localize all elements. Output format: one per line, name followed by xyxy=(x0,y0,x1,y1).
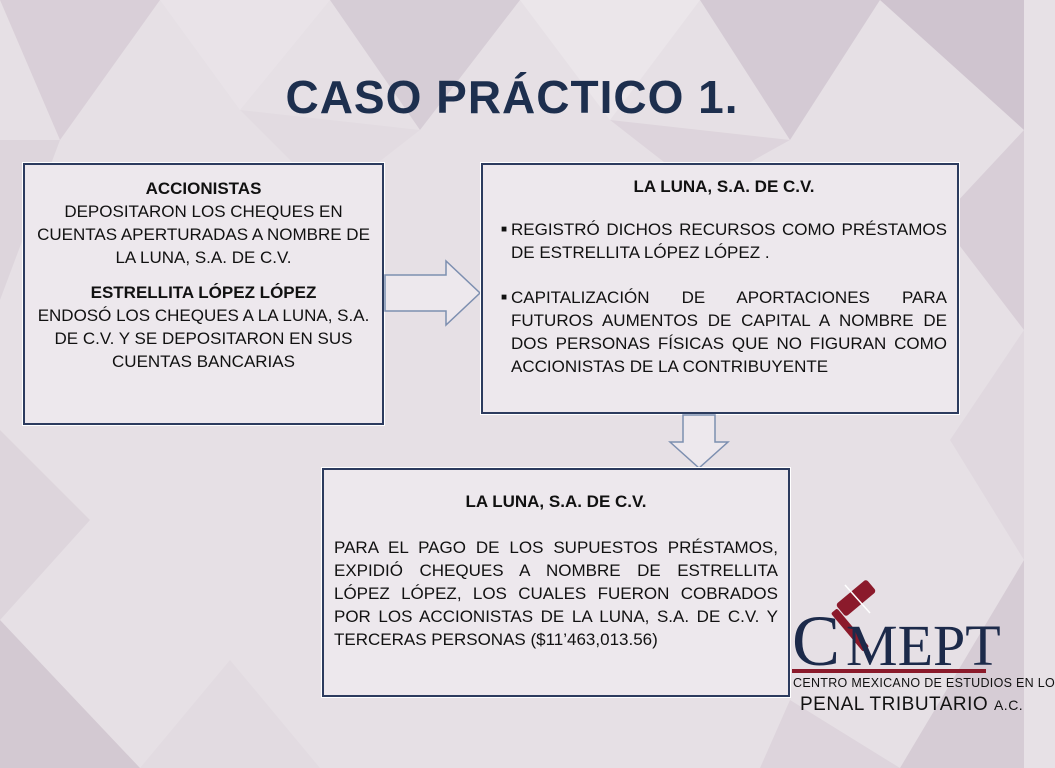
logo-letter-c: C xyxy=(792,601,841,681)
outline-arrow-down-icon xyxy=(668,414,730,470)
square-bullet-icon: ■ xyxy=(501,292,508,303)
bullet-text: CAPITALIZACIÓN DE APORTACIONES PARA FUTUROS AUMENTOS DE CAPITAL A NOMBRE DE DOS PERSONAS FÍSICAS QUE NO FIGURAN COMO ACCIONISTAS DE LA CONTRIBUYENTE xyxy=(511,288,947,376)
bullet-text: REGISTRÓ DICHOS RECURSOS COMO PRÉSTAMOS DE ESTRELLITA LÓPEZ LÓPEZ . xyxy=(511,220,947,262)
logo-subtitle-suffix: A.C. xyxy=(993,697,1024,713)
la-luna-box xyxy=(481,163,959,414)
outline-arrow-right-icon xyxy=(384,259,484,327)
estrellita-text: ENDOSÓ LOS CHEQUES A LA LUNA, S.A. DE C.V. Y SE DEPOSITARON EN SUS CUENTAS BANCARIAS xyxy=(37,306,370,371)
shareholders-box xyxy=(23,163,384,425)
logo-subtitle-line2 xyxy=(800,694,1023,716)
shareholders-text: DEPOSITARON LOS CHEQUES EN CUENTAS APERTURADAS A NOMBRE DE LA LUNA, S.A. DE C.V. xyxy=(37,202,370,267)
payment-heading: LA LUNA, S.A. DE C.V. xyxy=(465,492,647,511)
la-luna-heading: LA LUNA, S.A. DE C.V. xyxy=(633,177,815,196)
payment-box xyxy=(322,468,790,697)
shareholders-heading: ACCIONISTAS xyxy=(145,179,262,198)
slide-title: CASO PRÁCTICO 1. xyxy=(285,71,739,123)
payment-text: PARA EL PAGO DE LOS SUPUESTOS PRÉSTAMOS, EXPIDIÓ CHEQUES A NOMBRE DE ESTRELLITA LÓPEZ LÓPEZ, LOS CUALES FUERON COBRADOS POR LOS ACCIONISTAS DE LA LUNA, S.A. DE C.V. Y TERCERAS PERSONAS ($11’463,013.56) xyxy=(334,538,778,649)
list-item xyxy=(501,286,947,378)
logo-subtitle-main: PENAL TRIBUTARIO xyxy=(800,694,989,715)
square-bullet-icon: ■ xyxy=(501,224,508,235)
logo-letters: MEPT xyxy=(846,613,1001,678)
list-item xyxy=(501,218,947,264)
logo-subtitle-line1: CENTRO MEXICANO DE ESTUDIOS EN LO xyxy=(793,676,1055,690)
estrellita-heading: ESTRELLITA LÓPEZ LÓPEZ xyxy=(90,283,317,302)
